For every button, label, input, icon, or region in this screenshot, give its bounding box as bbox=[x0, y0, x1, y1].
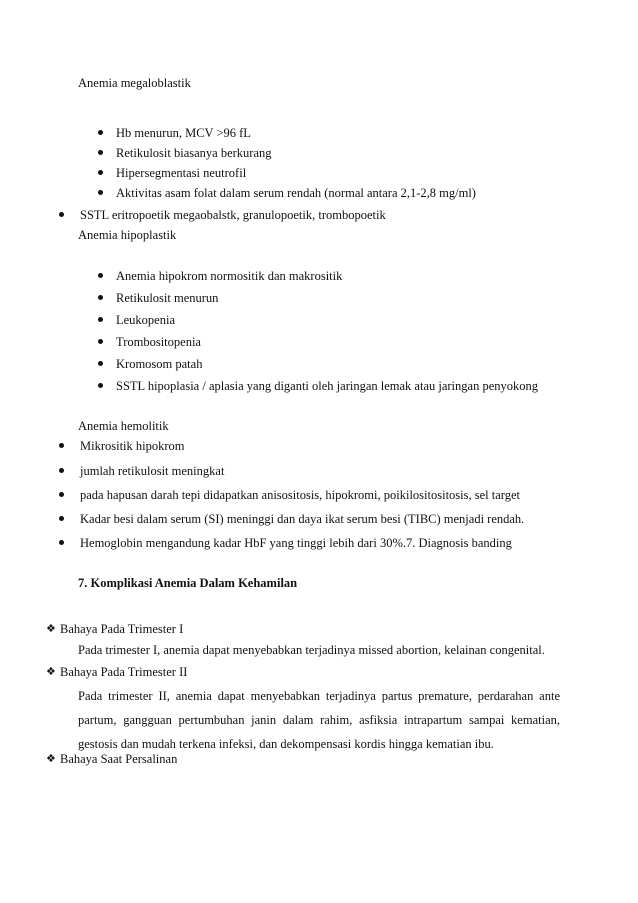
hipoplastik-bullet-2: Retikulosit menurun bbox=[116, 291, 219, 305]
bullet-dot-icon bbox=[59, 492, 64, 497]
bullet-dot-icon bbox=[98, 339, 103, 344]
bullet-dot-icon bbox=[59, 468, 64, 473]
hemolitik-bullet-5: Hemoglobin mengandung kadar HbF yang tinggi lebih dari 30%.7. Diagnosis banding bbox=[80, 536, 512, 550]
bullet-dot-icon bbox=[59, 212, 64, 217]
bullet-dot-icon bbox=[59, 540, 64, 545]
megaloblastik-bullet-3: Hipersegmentasi neutrofil bbox=[116, 166, 247, 180]
bullet-dot-icon bbox=[98, 317, 103, 322]
megaloblastik-bullet-2: Retikulosit biasanya berkurang bbox=[116, 146, 272, 160]
diamond-bullet-icon: ❖ bbox=[46, 753, 56, 765]
bullet-dot-icon bbox=[59, 443, 64, 448]
bullet-dot-icon bbox=[98, 150, 103, 155]
trimester-2-line-2: partum, gangguan pertumbuhan janin dalam rahim, asfiksia intrapartum sampai kematian, bbox=[78, 713, 560, 727]
bullet-dot-icon bbox=[98, 383, 103, 388]
trimester-1-title: Bahaya Pada Trimester I bbox=[60, 622, 184, 636]
hipoplastik-title: Anemia hipoplastik bbox=[78, 228, 177, 242]
trimester-2-line-1: Pada trimester II, anemia dapat menyebabkan terjadinya partus premature, perdarahan ante bbox=[78, 689, 560, 703]
hipoplastik-bullet-1: Anemia hipokrom normositik dan makrositik bbox=[116, 269, 343, 283]
megaloblastik-title: Anemia megaloblastik bbox=[78, 76, 191, 90]
hipoplastik-bullet-5: Kromosom patah bbox=[116, 357, 203, 371]
hipoplastik-bullet-6: SSTL hipoplasia / aplasia yang diganti oleh jaringan lemak atau jaringan penyokong bbox=[116, 379, 538, 393]
megaloblastik-bullet-4: Aktivitas asam folat dalam serum rendah (normal antara 2,1-2,8 mg/ml) bbox=[116, 186, 476, 200]
trimester-1-text: Pada trimester I, anemia dapat menyebabkan terjadinya missed abortion, kelainan congenital. bbox=[78, 643, 545, 657]
hemolitik-bullet-1: Mikrositik hipokrom bbox=[80, 439, 185, 453]
megaloblastik-bullet-1: Hb menurun, MCV >96 fL bbox=[116, 126, 251, 140]
hemolitik-bullet-2: jumlah retikulosit meningkat bbox=[80, 464, 225, 478]
hipoplastik-bullet-3: Leukopenia bbox=[116, 313, 176, 327]
bullet-dot-icon bbox=[59, 516, 64, 521]
bullet-dot-icon bbox=[98, 295, 103, 300]
hipoplastik-bullet-4: Trombositopenia bbox=[116, 335, 201, 349]
bullet-dot-icon bbox=[98, 170, 103, 175]
bullet-dot-icon bbox=[98, 361, 103, 366]
diamond-bullet-icon: ❖ bbox=[46, 623, 56, 635]
section-7-heading: 7. Komplikasi Anemia Dalam Kehamilan bbox=[78, 576, 298, 590]
bullet-dot-icon bbox=[98, 130, 103, 135]
hemolitik-bullet-4: Kadar besi dalam serum (SI) meninggi dan daya ikat serum besi (TIBC) menjadi rendah. bbox=[80, 512, 525, 526]
persalinan-title: Bahaya Saat Persalinan bbox=[60, 752, 178, 766]
megaloblastik-outer-bullet: SSTL eritropoetik megaobalstk, granulopoetik, trombopoetik bbox=[80, 208, 386, 222]
hemolitik-bullet-3: pada hapusan darah tepi didapatkan anisositosis, hipokromi, poikilositositosis, sel target bbox=[80, 488, 520, 502]
bullet-dot-icon bbox=[98, 273, 103, 278]
bullet-dot-icon bbox=[98, 190, 103, 195]
diamond-bullet-icon: ❖ bbox=[46, 666, 56, 678]
trimester-2-line-3: gestosis dan mudah terkena infeksi, dan dekompensasi kordis hingga kematian ibu. bbox=[78, 737, 494, 751]
hemolitik-title: Anemia hemolitik bbox=[78, 419, 169, 433]
trimester-2-title: Bahaya Pada Trimester II bbox=[60, 665, 188, 679]
